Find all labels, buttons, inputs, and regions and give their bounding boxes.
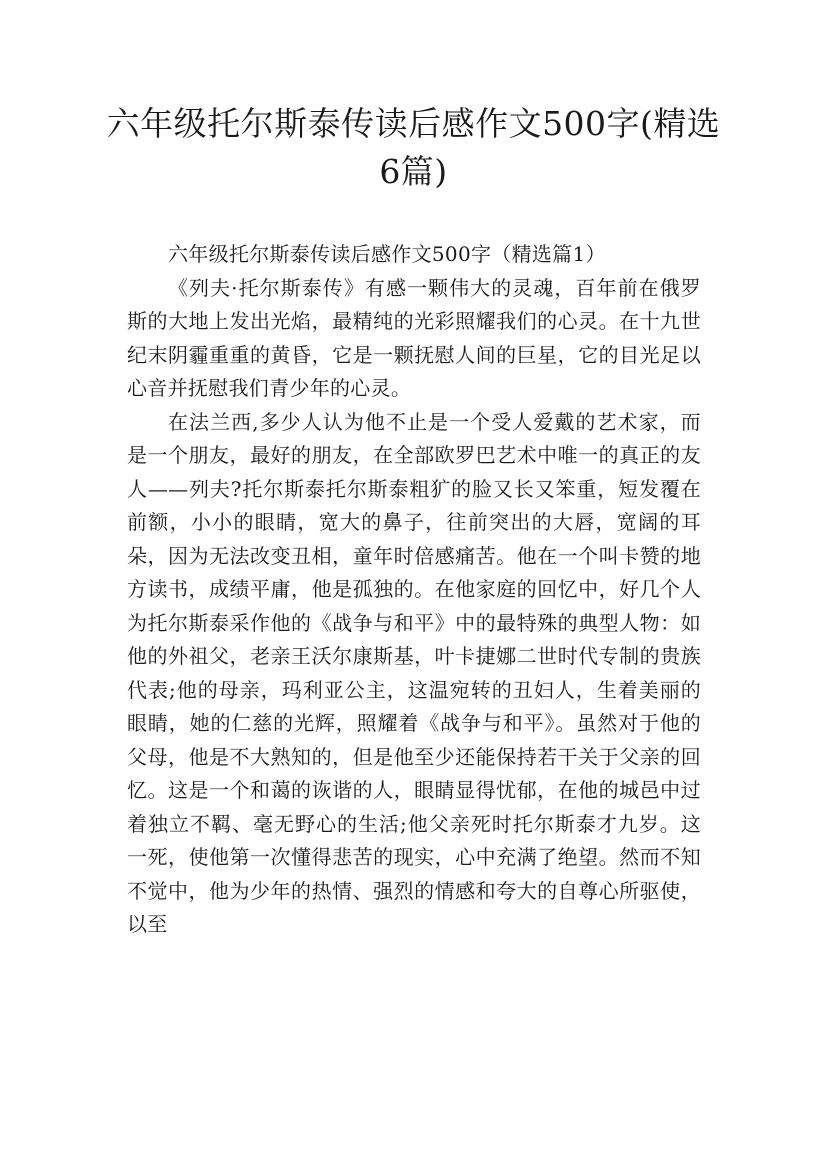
section-heading: 六年级托尔斯泰传读后感作文500字（精选篇1） bbox=[168, 242, 606, 266]
paragraph: 在法兰西,多少人认为他不止是一个受人爱戴的艺术家，而是一个朋友，最好的朋友，在全部欧罗巴艺术中唯一的真正的友人——列夫?托尔斯泰托尔斯泰粗犷的脸又长又笨重，短发覆在前额，小小的眼睛，宽大的鼻子，往前突出的大唇，宽阔的耳朵，因为无法改变丑相，童年时倍感痛苦。他在一个叫卡赞的地方读书，成绩平庸，他是孤独的。在他家庭的回忆中，好几个人为托尔斯泰采作他的《战争与和平》中的最特殊的典型人物：如他的外祖父，老亲王沃尔康斯基，叶卡捷娜二世时代专制的贵族代表;他的母亲，玛利亚公主，这温宛转的丑妇人，生着美丽的眼睛，她的仁慈的光辉，照耀着《战争与和平》。虽然对于他的父母，他是不大熟知的，但是他至少还能保持若干关于父亲的回忆。这是一个和蔼的诙谐的人，眼睛显得忧郁，在他的城邑中过着独立不羁、毫无野心的生活;他父亲死时托尔斯泰才九岁。这一死，使他第一次懂得悲苦的现实，心中充满了绝望。然而不知不觉中，他为少年的热情、强烈的情感和夸大的自尊心所驱使，以至 bbox=[127, 409, 701, 936]
document-title: 六年级托尔斯泰传读后感作文500字(精选6篇) bbox=[106, 104, 721, 191]
document-body bbox=[127, 238, 701, 942]
paragraph: 《列夫·托尔斯泰传》有感一颗伟大的灵魂，百年前在俄罗斯的大地上发出光焰，最精纯的光彩照耀我们的心灵。在十九世纪末阴霾重重的黄昏，它是一颗抚慰人间的巨星，它的目光足以心音并抚慰我们青少年的心灵。 bbox=[127, 275, 701, 400]
